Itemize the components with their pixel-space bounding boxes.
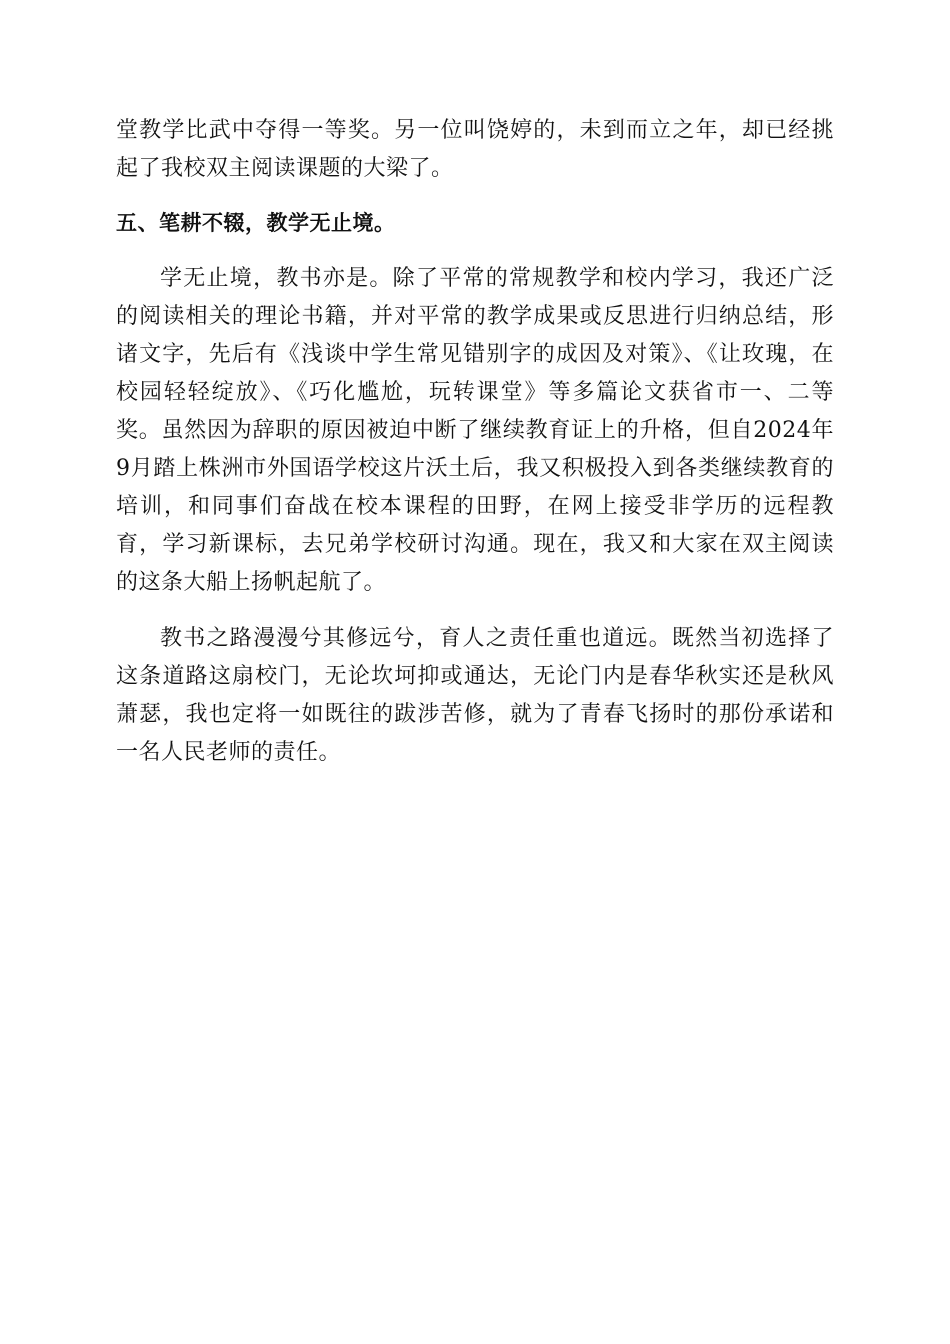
paragraph-conclusion: 教书之路漫漫兮其修远兮，育人之责任重也道远。既然当初选择了这条道路这扇校门，无论坎坷抑或通达，无论门内是春华秋实还是秋风萧瑟，我也定将一如既往的跋涉苦修，就为了青春飞扬时的那份承诺和一名人民老师的责任。 — [116, 626, 834, 765]
section-heading: 五、笔耕不辍，教学无止境。 — [116, 211, 396, 235]
paragraph-continuation: 堂教学比武中夺得一等奖。另一位叫饶婷的，未到而立之年，却已经挑起了我校双主阅读课题的大梁了。 — [116, 118, 834, 181]
document-body — [116, 112, 834, 772]
paragraph-study: 学无止境，教书亦是。除了平常的常规教学和校内学习，我还广泛的阅读相关的理论书籍，并对平常的教学成果或反思进行归纳总结，形诸文字，先后有《浅谈中学生常见错别字的成因及对策》、《让玫瑰，在校园轻轻绽放》、《巧化尴尬，玩转课堂》等多篇论文获省市一、二等奖。虽然因为辞职的原因被迫中断了继续教育证上的升格，但自2024年9月踏上株洲市外国语学校这片沃土后，我又积极投入到各类继续教育的培训，和同事们奋战在校本课程的田野，在网上接受非学历的远程教育，学习新课标，去兄弟学校研讨沟通。现在，我又和大家在双主阅读的这条大船上扬帆起航了。 — [116, 266, 834, 595]
